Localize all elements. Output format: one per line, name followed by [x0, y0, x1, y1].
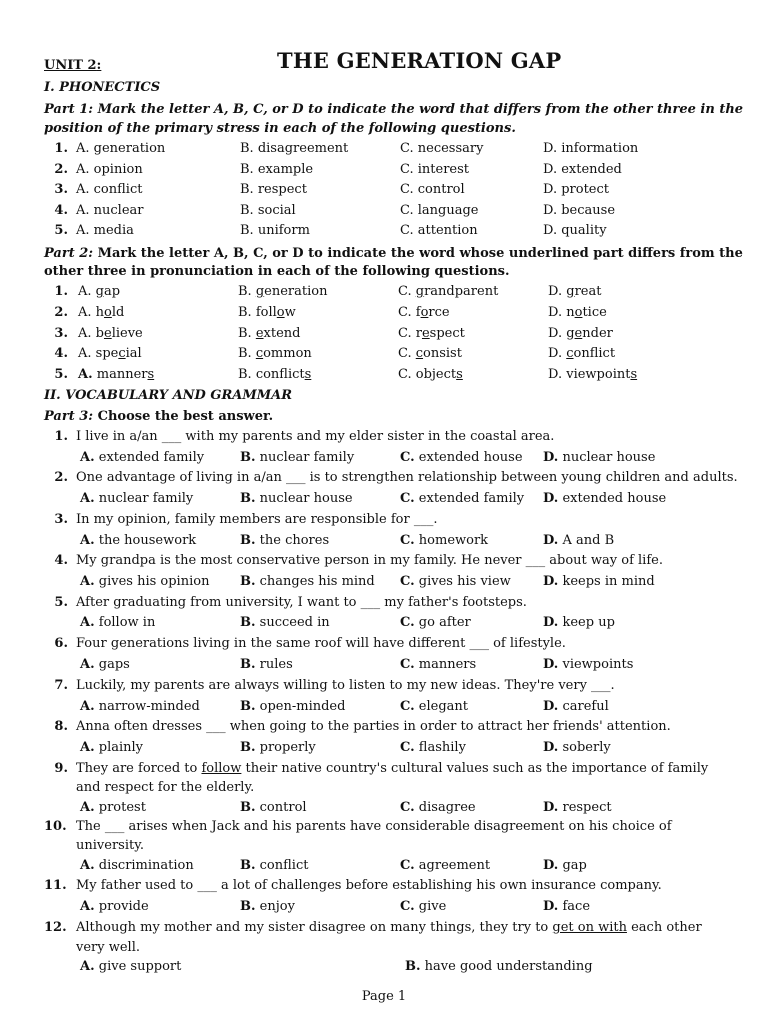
answer-option-d: D. viewpoints [543, 657, 634, 672]
question-number: 3. [54, 182, 68, 197]
answer-option-b: B. open-minded [240, 699, 346, 714]
answer-option-c: C. agreement [400, 858, 491, 873]
question-number: 2. [54, 470, 68, 485]
question-number: 2. [54, 304, 68, 320]
question-text: Four generations living in the same roof will have different ___ of lifestyle. [76, 636, 566, 651]
question-number: 5. [54, 367, 68, 383]
answer-option-d: D. great [548, 284, 602, 299]
answer-option-a: A. believe [78, 325, 143, 341]
answer-option-d: D. information [543, 141, 639, 156]
answer-option-c: C. objects [398, 367, 463, 383]
question-text: The ___ arises when Jack and his parents have considerable disagreement on his choice of [76, 819, 672, 834]
answer-option-a: A. nuclear family [80, 491, 194, 506]
question-text-continued: and respect for the elderly. [76, 780, 255, 795]
question-number: 1. [54, 141, 68, 156]
question-text: In my opinion, family members are responsible for ___. [76, 512, 438, 527]
question-text: Luckily, my parents are always willing to listen to my new ideas. They're very ___. [76, 678, 615, 693]
question-number: 11. [44, 878, 67, 893]
question-number: 4. [54, 202, 68, 218]
answer-option-b: B. example [240, 161, 314, 177]
answer-option-d: D. protect [543, 182, 610, 197]
question-number: 7. [54, 678, 68, 693]
answer-option-a: A. the housework [80, 533, 197, 548]
answer-option-b: B. respect [240, 182, 307, 197]
question-text: One advantage of living in a/an ___ is to strengthen relationship between young children and adults. [76, 470, 738, 485]
answer-option-b: B. follow [238, 304, 296, 320]
answer-option-c: C. extended family [400, 491, 525, 506]
answer-option-a: A. give support [80, 959, 182, 974]
answer-option-a: A. generation [76, 141, 166, 156]
section-phonetics-heading: I. PHONECTICS [44, 80, 161, 95]
answer-option-a: A. opinion [76, 161, 143, 177]
answer-option-b: B. uniform [240, 223, 310, 238]
answer-option-d: D. conflict [548, 346, 616, 362]
answer-option-c: C. manners [400, 657, 477, 672]
question-text: They are forced to follow their native country's cultural values such as the importance of family [76, 761, 709, 776]
question-text-continued: very well. [76, 940, 140, 955]
question-number: 1. [54, 284, 68, 299]
question-number: 9. [54, 761, 68, 776]
answer-option-b: B. the chores [240, 533, 330, 548]
answer-option-c: C. language [400, 202, 479, 218]
question-number: 12. [44, 920, 67, 935]
question-number: 6. [54, 636, 68, 651]
part3-instructions: Part 3: Choose the best answer. [44, 409, 274, 424]
answer-option-d: D. nuclear house [543, 450, 656, 465]
answer-option-c: C. give [400, 899, 447, 914]
answer-option-d: D. A and B [543, 533, 615, 548]
question-number: 2. [54, 161, 68, 177]
answer-option-c: C. homework [400, 533, 489, 548]
question-number: 10. [44, 819, 67, 834]
answer-option-a: A. provide [80, 899, 149, 914]
answer-option-c: C. consist [398, 346, 462, 362]
answer-option-b: B. have good understanding [405, 959, 593, 974]
answer-option-a: A. gives his opinion [80, 574, 210, 589]
answer-option-a: A. gap [78, 284, 121, 299]
answer-option-c: C. grandparent [398, 284, 499, 299]
answer-option-c: C. flashily [400, 740, 466, 755]
question-number: 4. [54, 346, 68, 362]
answer-option-d: D. extended [543, 161, 622, 177]
part2-instructions: Part 2: Mark the letter A, B, C, or D to indicate the word whose underlined part differs from the [44, 246, 743, 261]
answer-option-a: A. extended family [80, 450, 205, 465]
answer-option-b: B. conflicts [238, 367, 312, 383]
answer-option-d: D. soberly [543, 740, 611, 755]
answer-option-a: A. protest [80, 800, 146, 815]
answer-option-c: C. force [398, 304, 450, 320]
answer-option-b: B. conflict [240, 858, 309, 873]
part1-instructions-line2: position of the primary stress in each of the following questions. [44, 121, 516, 136]
question-number: 3. [54, 512, 68, 527]
answer-option-d: D. gap [543, 858, 587, 873]
part1-instructions: Part 1: Mark the letter A, B, C, or D to indicate the word that differs from the other three in the [44, 102, 744, 117]
answer-option-a: A. follow in [80, 615, 156, 630]
page-number: Page 1 [361, 989, 407, 1004]
answer-option-c: C. gives his view [400, 574, 511, 589]
answer-option-a: A. discrimination [80, 858, 194, 873]
answer-option-d: D. because [543, 202, 616, 218]
answer-option-d: D. keeps in mind [543, 574, 655, 589]
question-text: Anna often dresses ___ when going to the parties in order to attract her friends' attention. [76, 719, 671, 734]
answer-option-c: C. interest [400, 161, 469, 177]
question-text: After graduating from university, I want to ___ my father's footsteps. [76, 595, 527, 610]
answer-option-c: C. go after [400, 615, 471, 630]
answer-option-d: D. viewpoints [548, 367, 638, 383]
answer-option-d: D. careful [543, 699, 609, 714]
answer-option-b: B. control [240, 800, 307, 815]
question-number: 5. [54, 223, 68, 238]
answer-option-b: B. common [238, 346, 312, 362]
answer-option-a: A. media [76, 223, 134, 238]
answer-option-d: D. notice [548, 304, 607, 320]
answer-option-c: C. elegant [400, 699, 469, 714]
question-number: 5. [54, 595, 68, 610]
part2-instructions-line2: other three in pronunciation in each of the following questions. [44, 264, 510, 279]
answer-option-a: A. manners [78, 367, 155, 383]
answer-option-c: C. disagree [400, 800, 476, 815]
answer-option-d: D. quality [543, 223, 607, 238]
answer-option-c: C. control [400, 182, 465, 197]
question-number: 3. [54, 325, 68, 341]
answer-option-b: B. nuclear family [240, 450, 355, 465]
answer-option-d: D. face [543, 899, 591, 914]
answer-option-c: C. attention [400, 223, 478, 238]
answer-option-c: C. necessary [400, 141, 484, 156]
answer-option-a: A. conflict [76, 182, 143, 197]
answer-option-a: A. nuclear [76, 202, 144, 218]
answer-option-b: B. rules [240, 657, 293, 672]
answer-option-b: B. changes his mind [240, 574, 375, 589]
answer-option-b: B. properly [240, 740, 316, 755]
answer-option-b: B. succeed in [240, 615, 330, 630]
answer-option-a: A. plainly [80, 740, 144, 755]
answer-option-b: B. enjoy [240, 899, 295, 914]
answer-option-b: B. nuclear house [240, 491, 353, 506]
answer-option-a: A. gaps [80, 657, 130, 672]
answer-option-d: D. keep up [543, 615, 615, 630]
answer-option-b: B. social [240, 202, 296, 218]
question-text: Although my mother and my sister disagree on many things, they try to get on with each other [76, 920, 702, 935]
section-vocabulary-heading: II. VOCABULARY AND GRAMMAR [44, 388, 293, 403]
answer-option-b: B. generation [238, 284, 328, 299]
answer-option-a: A. special [78, 346, 142, 362]
answer-option-d: D. respect [543, 800, 612, 815]
question-number: 4. [54, 553, 68, 568]
question-text: My father used to ___ a lot of challenges before establishing his own insurance company. [76, 878, 662, 893]
answer-option-d: D. gender [548, 325, 613, 341]
answer-option-d: D. extended house [543, 491, 667, 506]
question-text: I live in a/an ___ with my parents and my elder sister in the coastal area. [76, 429, 555, 444]
question-text-continued: university. [76, 838, 144, 853]
question-number: 8. [54, 719, 68, 734]
answer-option-a: A. hold [78, 304, 125, 320]
answer-option-c: C. extended house [400, 450, 523, 465]
question-number: 1. [54, 429, 68, 444]
answer-option-b: B. disagreement [240, 141, 349, 156]
answer-option-b: B. extend [238, 325, 301, 341]
question-text: My grandpa is the most conservative person in my family. He never ___ about way of life. [76, 553, 663, 568]
page-title: THE GENERATION GAP [277, 48, 562, 73]
answer-option-a: A. narrow-minded [80, 699, 200, 714]
answer-option-c: C. respect [398, 325, 465, 341]
unit-label: UNIT 2: [44, 58, 102, 73]
